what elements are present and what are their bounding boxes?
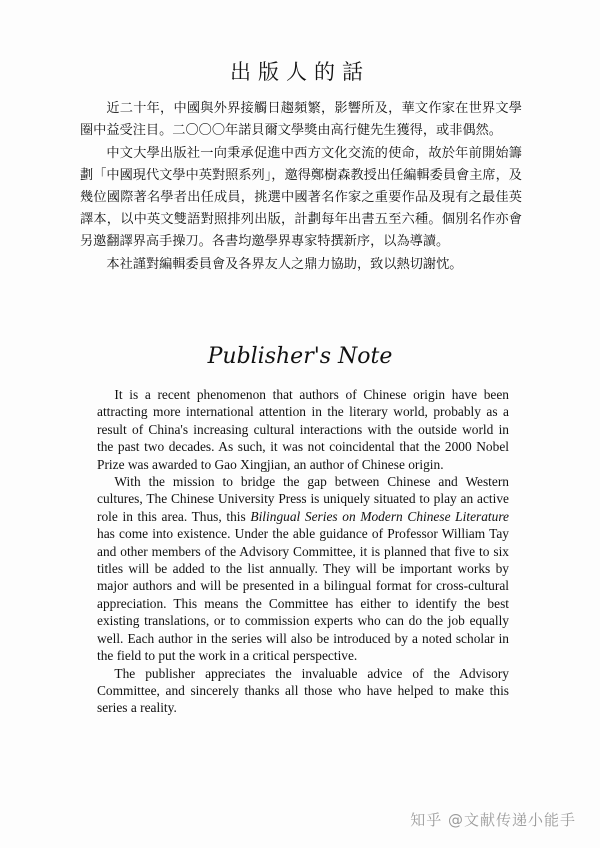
watermark: 知乎 @文献传递小能手 xyxy=(410,811,576,829)
english-body xyxy=(97,386,509,717)
english-paragraph-2-start: With the mission to bridge the gap between Chinese and Western cultures, The Chinese University Press is uniquely situated to play an active role in this area. Thus, this xyxy=(97,474,509,524)
chinese-paragraph-1: 近二十年，中國與外界接觸日趨頻繁，影響所及，華文作家在世界文學圈中益受注目。二〇〇〇年諾貝爾文學獎由高行健先生獲得，或非偶然。 xyxy=(80,101,522,138)
series-title: Bilingual Series on Modern Chinese Literature xyxy=(250,508,509,524)
chinese-body xyxy=(80,98,522,276)
chinese-paragraph-3: 本社謹對編輯委員會及各界友人之鼎力協助，致以熱切謝忱。 xyxy=(106,257,463,272)
english-title: Publisher's Note xyxy=(207,344,393,369)
english-paragraph-3: The publisher appreciates the invaluable advice of the Advisory Committee, and sincerely thanks all those who have helped to make this series a reality. xyxy=(97,665,509,716)
english-paragraph-2 xyxy=(97,473,509,664)
english-paragraph-2-end: has come into existence. Under the able guidance of Professor William Tay and other members of the Advisory Committee, it is planned that five to six titles will be added to the list annually. They will be important works by major authors and will be presented in a bilingual format for cross-cultural appreciation. This means the Committee has either to identify the best existing translations, or to commission experts who can do the job equally well. Each author in the series will also be introduced by a noted scholar in the field to put the work in a critical perspective. xyxy=(97,526,509,664)
chinese-title: 出版人的話 xyxy=(230,60,370,84)
english-paragraph-1: It is a recent phenomenon that authors of Chinese origin have been attracting more international attention in the literary world, probably as a result of China's increasing cultural interactions with the outside world in the past two decades. As such, it was not coincidental that the 2000 Nobel Prize was awarded to Gao Xingjian, an author of Chinese origin. xyxy=(97,387,509,472)
chinese-paragraph-2: 中文大學出版社一向秉承促進中西方文化交流的使命，故於年前開始籌劃「中國現代文學中英對照系列」，邀得鄭樹森教授出任編輯委員會主席，及幾位國際著名學者出任成員，挑選中國著名作家之重要作品及現有之最佳英譯本，以中英文雙語對照排列出版，計劃每年出書五至六種。個別名作亦會另邀翻譯界高手操刀。各書均邀學界專家特撰新序，以為導讀。 xyxy=(80,146,522,249)
